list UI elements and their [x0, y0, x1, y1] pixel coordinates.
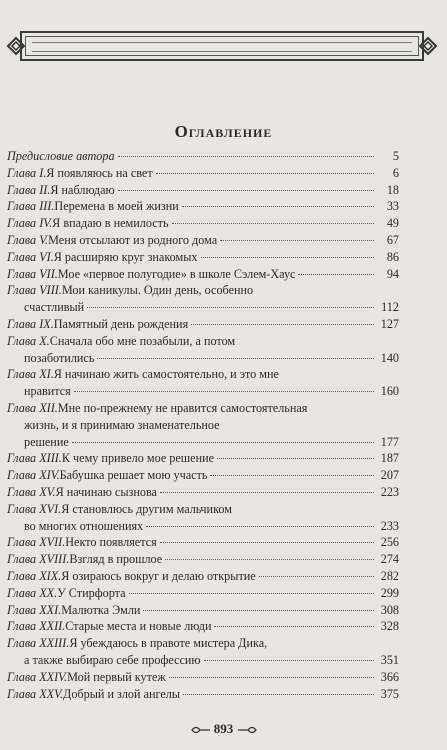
toc-entry-line — [7, 198, 399, 215]
chapter-title: Мой первый кутеж — [67, 669, 166, 684]
dot-leader — [182, 206, 374, 207]
toc-entry-line — [7, 686, 399, 703]
dot-leader — [74, 391, 374, 392]
chapter-label: Глава XIII. — [7, 451, 62, 466]
chapter-label: Глава XXIV. — [7, 669, 68, 684]
chapter-label: Глава XV. — [7, 484, 56, 499]
toc-entry — [7, 618, 399, 635]
toc-entry — [7, 501, 399, 535]
toc-entry — [7, 568, 399, 585]
page-ref: 177 — [380, 434, 399, 449]
toc-entry-line — [7, 635, 399, 652]
toc-entry-line — [7, 585, 399, 602]
table-of-contents — [7, 148, 399, 702]
page-ref: 223 — [380, 484, 399, 499]
toc-entry-line — [7, 266, 399, 283]
chapter-label: Глава X. — [7, 333, 50, 348]
toc-entry-continuation — [7, 350, 399, 367]
toc-entry-line — [7, 316, 399, 333]
dot-leader — [146, 526, 374, 527]
toc-entry — [7, 467, 399, 484]
toc-entry — [7, 148, 399, 165]
toc-entry — [7, 198, 399, 215]
page-ref: 187 — [380, 451, 399, 466]
page-ref: 274 — [380, 552, 399, 567]
dot-leader — [156, 173, 374, 174]
chapter-label: Глава XXV. — [7, 686, 63, 701]
dot-leader — [191, 324, 374, 325]
toc-entry-line — [7, 333, 399, 350]
dot-leader — [259, 576, 374, 577]
toc-entry — [7, 215, 399, 232]
chapter-label: Глава XI. — [7, 367, 54, 382]
page-ref: 256 — [380, 535, 399, 550]
dot-leader — [210, 475, 374, 476]
dot-leader — [217, 458, 374, 459]
toc-entry-line — [7, 282, 399, 299]
chapter-title-continued: а также выбираю себе профессию — [24, 652, 201, 667]
toc-entry — [7, 635, 399, 669]
dot-leader — [143, 610, 374, 611]
dot-leader — [165, 559, 374, 560]
chapter-title: Добрый и злой ангелы — [63, 686, 181, 701]
toc-entry-line — [7, 602, 399, 619]
dot-leader — [298, 274, 374, 275]
dot-leader — [72, 442, 374, 443]
chapter-title: Я убеждаюсь в правоте мистера Дика, — [69, 636, 268, 651]
flourish-right-icon — [237, 725, 257, 735]
toc-entry-line — [7, 148, 399, 165]
page-ref: 299 — [380, 585, 399, 600]
toc-entry-line — [7, 669, 399, 686]
dot-leader — [97, 358, 374, 359]
toc-entry-continuation — [7, 518, 399, 535]
page-ref: 375 — [380, 686, 399, 701]
toc-entry — [7, 669, 399, 686]
toc-entry-line — [7, 215, 399, 232]
knot-ornament-icon — [418, 36, 438, 56]
dot-leader — [220, 240, 374, 241]
page-ref: 233 — [380, 518, 399, 533]
ornament-band — [32, 42, 412, 52]
page-ref: 5 — [392, 149, 399, 163]
page-ref: 112 — [381, 300, 399, 315]
chapter-label: Предисловие автора — [7, 149, 115, 163]
dot-leader — [204, 660, 374, 661]
chapter-label: Глава III. — [7, 199, 55, 214]
toc-entry-continuation — [7, 417, 399, 434]
chapter-label: Глава XII. — [7, 400, 58, 415]
page-ref: 308 — [380, 602, 399, 617]
page-ref: 366 — [380, 669, 399, 684]
page-ref: 328 — [380, 619, 399, 634]
toc-entry — [7, 366, 399, 400]
chapter-label: Глава XXI. — [7, 602, 62, 617]
dot-leader — [172, 223, 374, 224]
chapter-title: Мои каникулы. Один день, особенно — [61, 283, 254, 298]
chapter-title: Бабушка решает мою участь — [59, 468, 208, 483]
toc-entry-line — [7, 182, 399, 199]
chapter-title: К чему привело мое решение — [61, 451, 215, 466]
chapter-title: Я озираюсь вокруг и делаю открытие — [61, 568, 256, 583]
chapter-label: Глава XX. — [7, 585, 58, 600]
chapter-title-continued: позаботились — [24, 350, 95, 365]
chapter-title: Я начинаю жить самостоятельно, и это мне — [53, 367, 279, 382]
chapter-title: Мне по-прежнему не нравится самостоятельная — [57, 400, 308, 415]
page-ref: 160 — [380, 384, 399, 399]
toc-entry-line — [7, 400, 399, 417]
chapter-label: Глава XXII. — [7, 619, 66, 634]
chapter-label: Глава XXIII. — [7, 636, 70, 651]
page-number: 893 — [213, 721, 234, 736]
chapter-label: Глава VII. — [7, 266, 58, 281]
dot-leader — [169, 677, 374, 678]
toc-entry — [7, 534, 399, 551]
page-ref: 207 — [380, 468, 399, 483]
toc-entry — [7, 249, 399, 266]
toc-entry — [7, 484, 399, 501]
toc-entry — [7, 165, 399, 182]
page-ref: 282 — [380, 568, 399, 583]
chapter-label: Глава XVIII. — [7, 552, 70, 567]
toc-entry-continuation — [7, 383, 399, 400]
chapter-title-continued: во многих отношениях — [24, 518, 144, 533]
chapter-title: Я появляюсь на свет — [46, 165, 153, 180]
toc-entry-line — [7, 450, 399, 467]
toc-entry — [7, 282, 399, 316]
toc-entry-continuation — [7, 434, 399, 451]
page-ref: 18 — [386, 182, 399, 197]
chapter-label: Глава VIII. — [7, 283, 62, 298]
page-ref: 6 — [392, 165, 399, 180]
chapter-title: Я впадаю в немилость — [52, 216, 169, 231]
toc-entry-line — [7, 568, 399, 585]
page-ref: 351 — [380, 652, 399, 667]
flourish-left-icon — [191, 725, 211, 735]
toc-entry-continuation — [7, 652, 399, 669]
toc-entry-line — [7, 534, 399, 551]
toc-entry — [7, 266, 399, 283]
dot-leader — [118, 156, 374, 157]
dot-leader — [160, 492, 374, 493]
chapter-title: Старые места и новые люди — [65, 619, 212, 634]
chapter-title: Я становлюсь другим мальчиком — [61, 501, 232, 516]
toc-entry — [7, 602, 399, 619]
toc-entry — [7, 232, 399, 249]
chapter-title: Меня отсылают из родного дома — [48, 232, 218, 247]
dot-leader — [118, 190, 374, 191]
chapter-title: Сначала обо мне позабыли, а потом — [49, 333, 236, 348]
toc-entry — [7, 400, 399, 450]
toc-entry — [7, 333, 399, 367]
toc-entry-line — [7, 618, 399, 635]
toc-entry — [7, 316, 399, 333]
toc-entry-line — [7, 366, 399, 383]
toc-entry-line — [7, 249, 399, 266]
dot-leader — [201, 257, 375, 258]
chapter-label: Глава VI. — [7, 249, 54, 264]
header-ornament — [6, 27, 438, 65]
page-ref: 33 — [386, 199, 399, 214]
chapter-title: Я начинаю сызнова — [55, 484, 157, 499]
toc-entry — [7, 551, 399, 568]
toc-entry-line — [7, 484, 399, 501]
chapter-title-continued: решение — [24, 434, 69, 449]
toc-entry-continuation — [7, 299, 399, 316]
page-ref: 94 — [386, 266, 399, 281]
dot-leader — [214, 626, 374, 627]
page-footer — [0, 721, 447, 737]
toc-entry-line — [7, 501, 399, 518]
dot-leader — [183, 694, 374, 695]
toc-entry-line — [7, 232, 399, 249]
page-title: Оглавление — [174, 122, 273, 141]
chapter-title-continued: жизнь, и я принимаю знаменательное — [24, 417, 220, 432]
chapter-label: Глава V. — [7, 232, 49, 247]
dot-leader — [129, 593, 374, 594]
chapter-label: Глава IV. — [7, 216, 53, 231]
chapter-title: Некто появляется — [65, 535, 157, 550]
chapter-label: Глава II. — [7, 182, 51, 197]
chapter-title: Памятный день рождения — [53, 316, 189, 331]
toc-entry-line — [7, 467, 399, 484]
page-ref: 49 — [386, 216, 399, 231]
page-ref: 67 — [386, 232, 399, 247]
chapter-label: Глава IX. — [7, 316, 54, 331]
toc-entry — [7, 585, 399, 602]
toc-entry — [7, 450, 399, 467]
page-ref: 140 — [380, 350, 399, 365]
chapter-label: Глава XVI. — [7, 501, 62, 516]
page-ref: 86 — [386, 249, 399, 264]
chapter-title-continued: нравится — [24, 384, 71, 399]
dot-leader — [160, 542, 374, 543]
chapter-title: Я расширяю круг знакомых — [53, 249, 198, 264]
chapter-title: Перемена в моей жизни — [54, 199, 179, 214]
chapter-title: У Стирфорта — [57, 585, 126, 600]
chapter-label: Глава XIX. — [7, 568, 62, 583]
chapter-title: Малютка Эмли — [61, 602, 141, 617]
toc-entry-line — [7, 165, 399, 182]
chapter-title-continued: счастливый — [24, 300, 85, 315]
chapter-label: Глава I. — [7, 165, 47, 180]
chapter-label: Глава XVII. — [7, 535, 66, 550]
toc-entry-line — [7, 551, 399, 568]
chapter-title: Мое «первое полугодие» в школе Сэлем-Хаус — [57, 266, 296, 281]
chapter-label: Глава XIV. — [7, 468, 60, 483]
chapter-title: Я наблюдаю — [50, 182, 115, 197]
page-ref: 127 — [380, 316, 399, 331]
toc-entry — [7, 686, 399, 703]
toc-entry — [7, 182, 399, 199]
chapter-title: Взгляд в прошлое — [69, 552, 163, 567]
dot-leader — [87, 307, 374, 308]
